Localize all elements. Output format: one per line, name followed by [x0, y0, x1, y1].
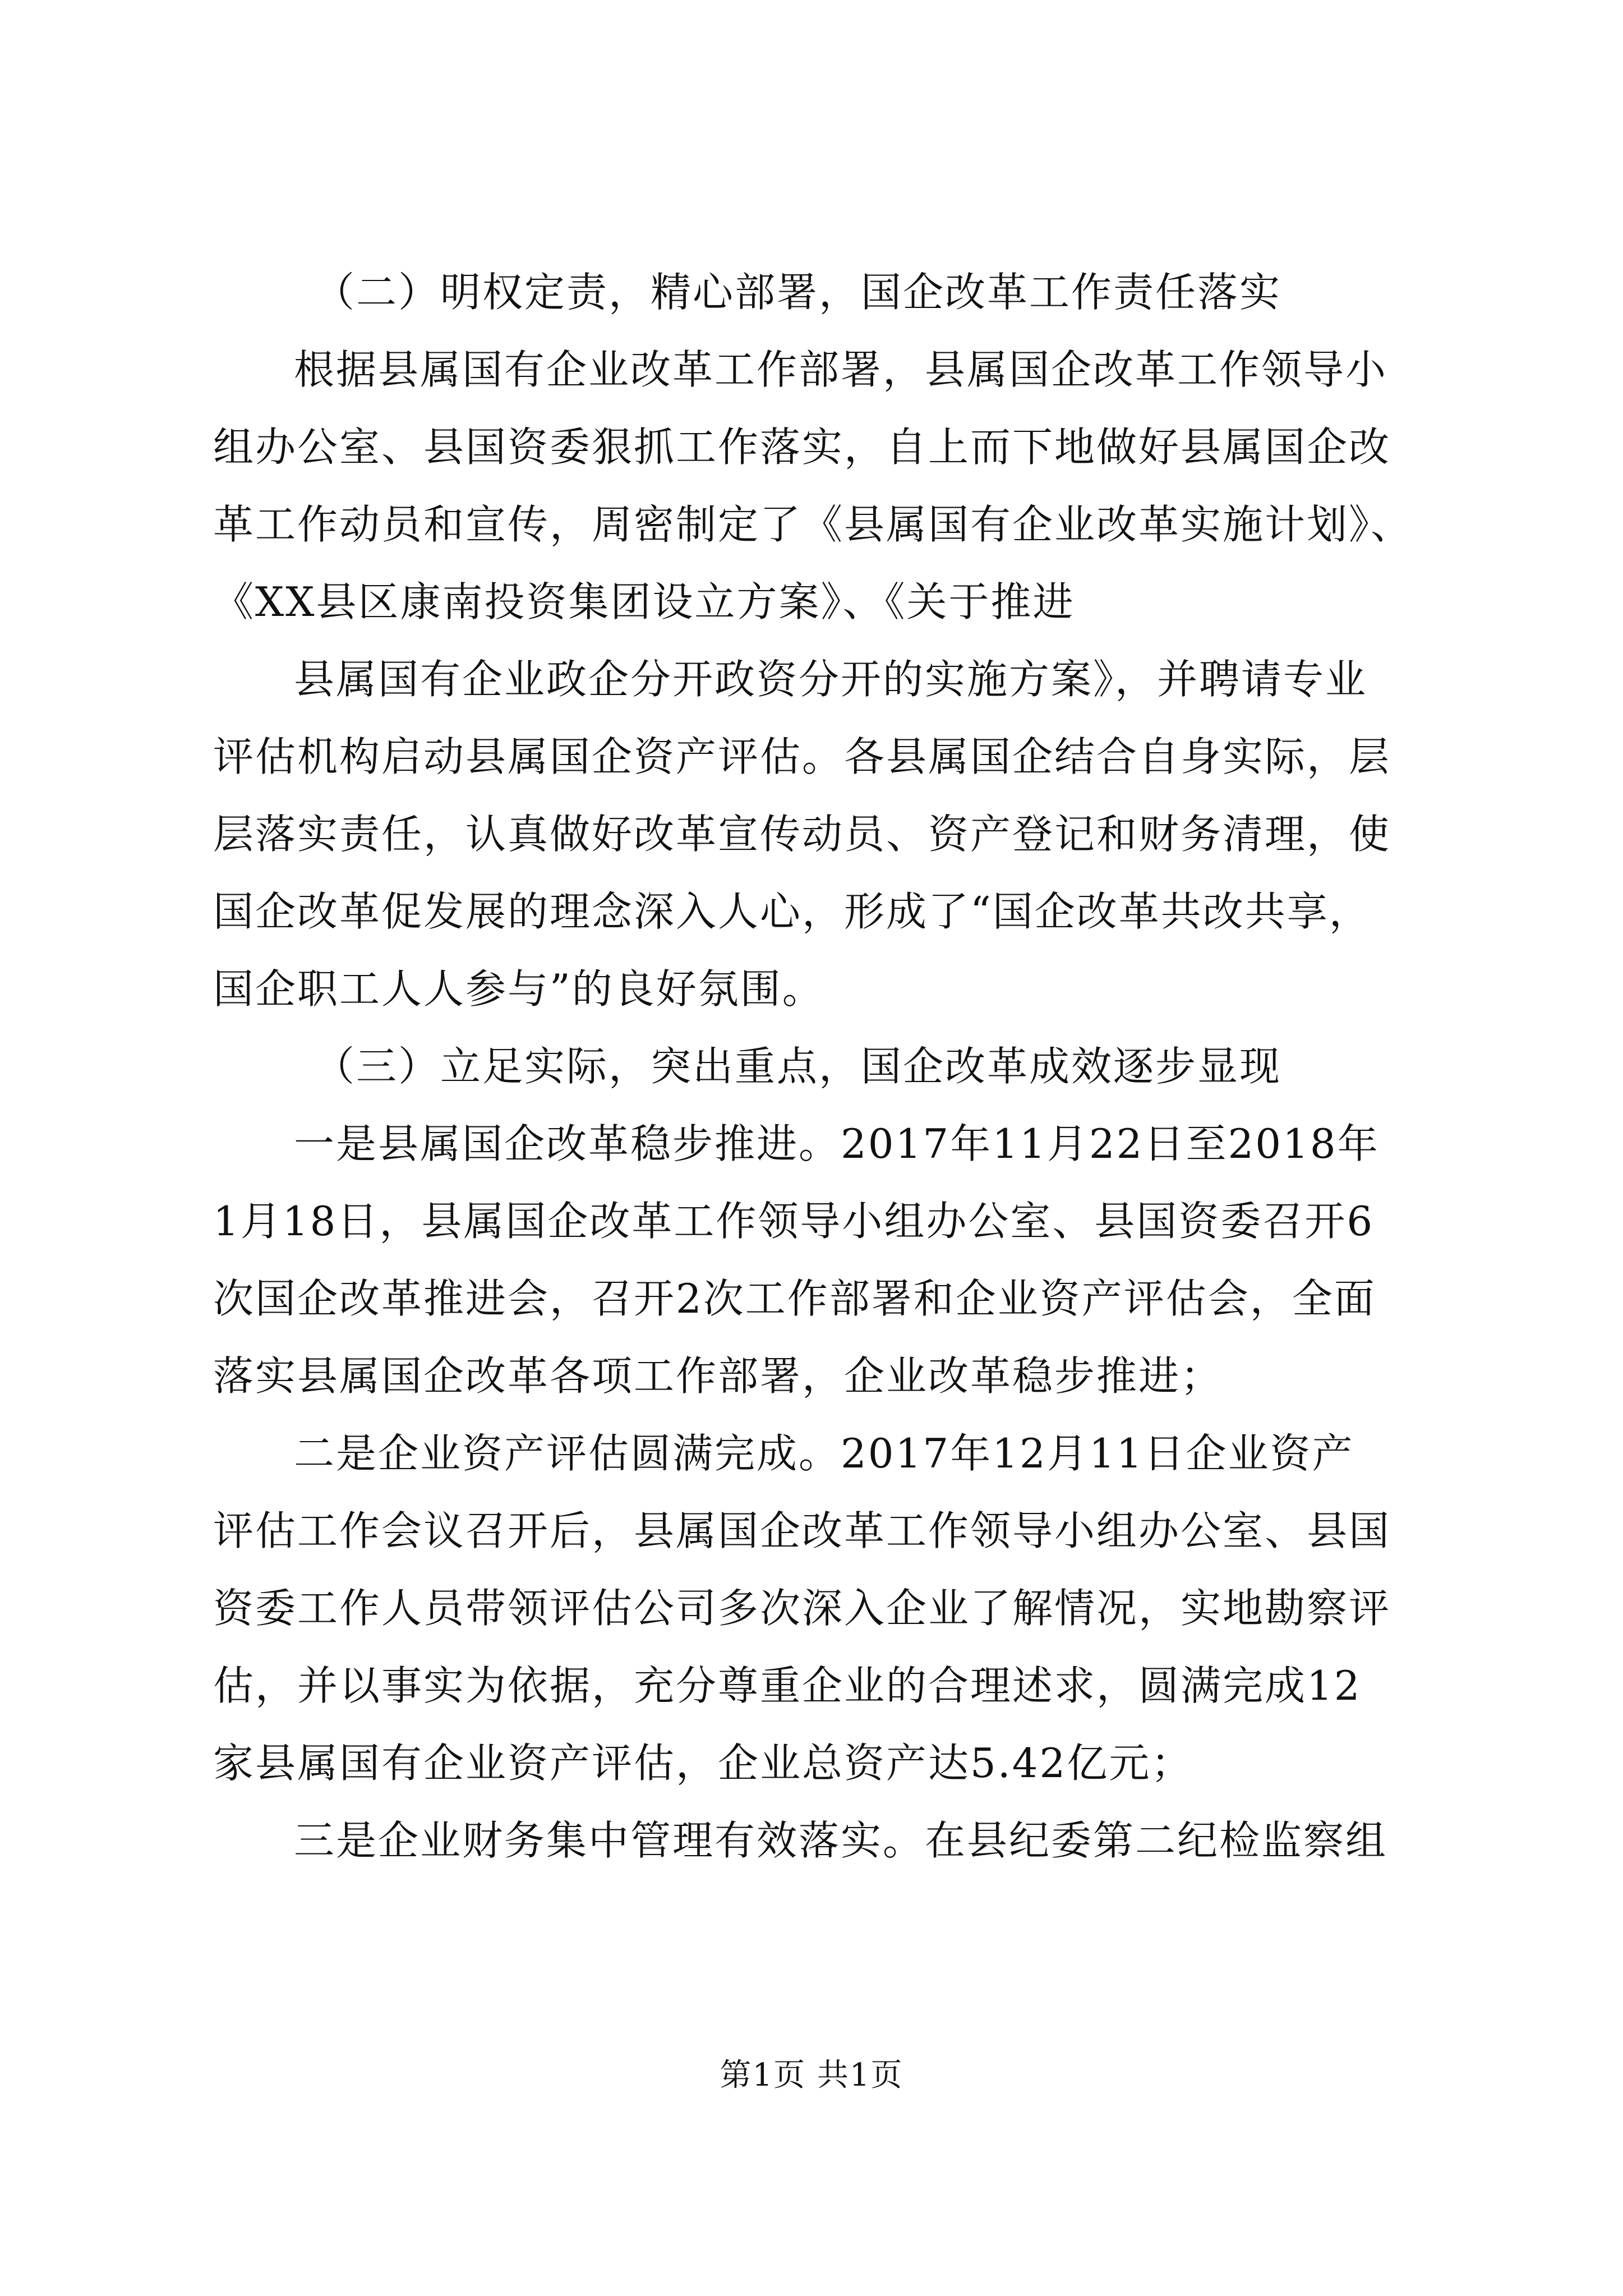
paragraph-line: 层落实责任，认真做好改革宣传动员、资产登记和财务清理，使: [213, 811, 1391, 858]
paragraph-line: 落实县属国企改革各项工作部署，企业改革稳步推进；: [213, 1352, 1223, 1400]
page-number-label: 第1页 共1页: [720, 2057, 903, 2093]
paragraph-line: 估，并以事实为依据，充分尊重企业的合理述求，圆满完成12: [213, 1662, 1362, 1709]
paragraph-line: 评估机构启动县属国企资产评估。各县属国企结合自身实际，层: [213, 733, 1391, 780]
paragraph-line: 次国企改革推进会，召开2次工作部署和企业资产评估会，全面: [213, 1275, 1376, 1322]
paragraph-line: 二是企业资产评估圆满完成。2017年12月11日企业资产: [294, 1430, 1354, 1477]
paragraph-line: 三是企业财务集中管理有效落实。在县纪委第二纪检监察组: [294, 1817, 1388, 1864]
paragraph-line: 国企改革促发展的理念深入人心，形成了“国企改革共改共享，: [213, 888, 1371, 935]
document-body: [213, 254, 1413, 1879]
paragraph-line: 评估工作会议召开后，县属国企改革工作领导小组办公室、县国: [213, 1507, 1391, 1554]
paragraph-line: 革工作动员和宣传，周密制定了《县属国有企业改革实施计划》、: [213, 501, 1413, 548]
paragraph-line: 根据县属国有企业改革工作部署，县属国企改革工作领导小: [294, 346, 1388, 393]
paragraph-line: 《XX县区康南投资集团设立方案》、《关于推进: [213, 578, 1075, 625]
paragraph-line: 县属国有企业政企分开政资分开的实施方案》，并聘请专业: [294, 656, 1368, 703]
section-heading-2: （二）明权定责，精心部署，国企改革工作责任落实: [314, 269, 1282, 316]
paragraph-line: 国企职工人人参与”的良好氛围。: [213, 965, 824, 1013]
paragraph-line: 资委工作人员带领评估公司多次深入企业了解情况，实地勘察评: [213, 1585, 1391, 1632]
paragraph-line: 一是县属国企改革稳步推进。2017年11月22日至2018年: [294, 1120, 1380, 1167]
paragraph-line: 组办公室、县国资委狠抓工作落实，自上而下地做好县属国企改: [213, 424, 1391, 471]
section-heading-3: （三）立足实际，突出重点，国企改革成效逐步显现: [314, 1043, 1282, 1090]
paragraph-line: 家县属国有企业资产评估，企业总资产达5.42亿元；: [213, 1740, 1193, 1787]
paragraph-line: 1月18日，县属国企改革工作领导小组办公室、县国资委召开6: [213, 1198, 1375, 1245]
page-footer: [0, 2053, 1623, 2098]
